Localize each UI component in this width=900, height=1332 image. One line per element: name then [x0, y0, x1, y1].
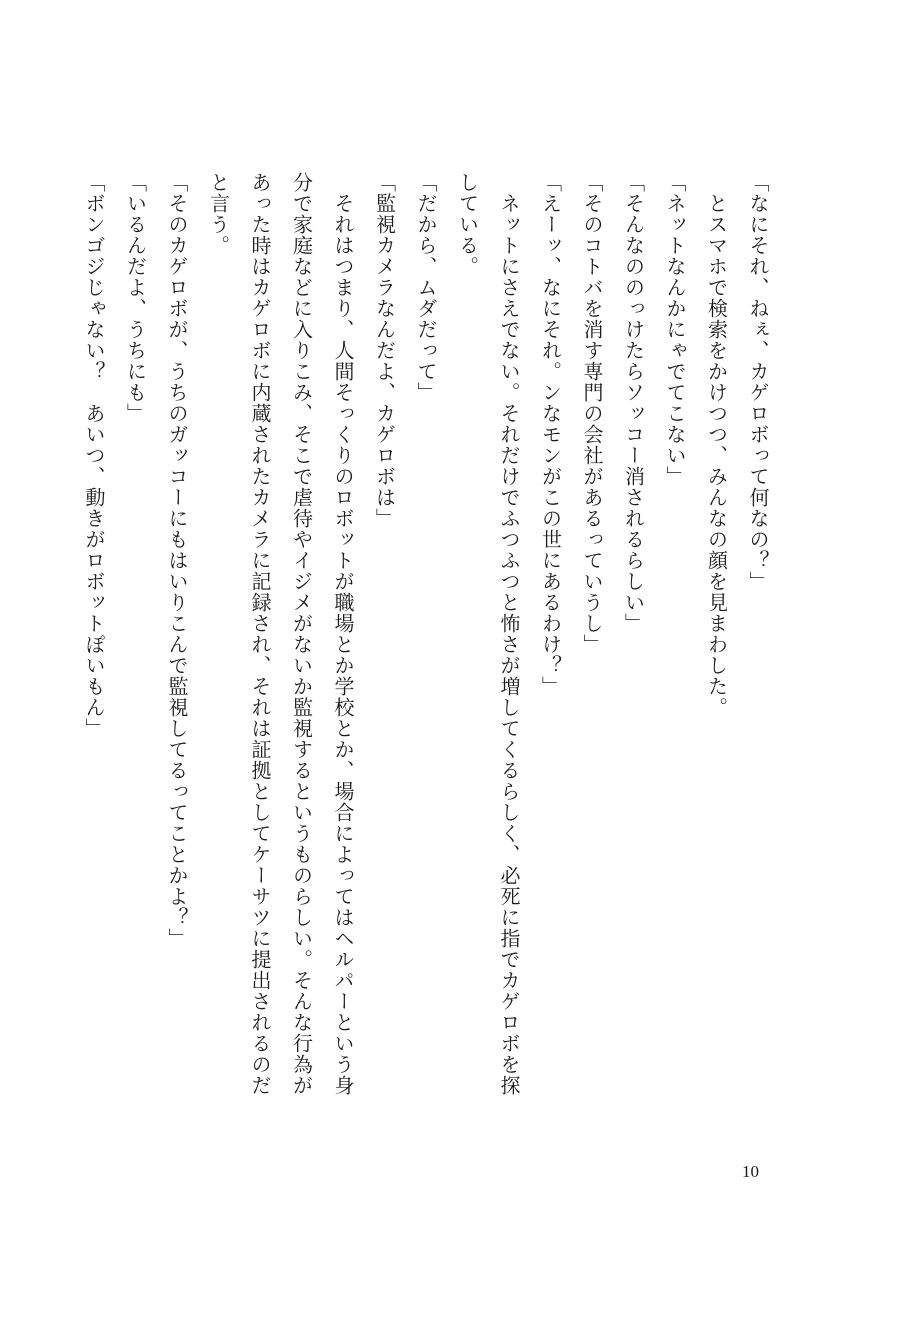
vertical-text-body: [82, 172, 778, 1112]
text-line-1: 「なにそれ、ねぇ、カゲロボって何なの？」: [746, 172, 770, 592]
text-line-12: 「いるんだよ、うちにも」: [123, 172, 148, 424]
text-line-8: 「だから、ムダだって」: [414, 172, 438, 403]
text-line-10: それはつまり、人間そっくりのロボットが職場とか学校とか、場合によってはヘルパーという身分で家庭などに入りこみ、そこで虐待やイジメがないか監視するというものらしい。そんな行為があった時はカゲロボに内蔵されたカメラに記録され、それは証拠としてケーサツに提出されるのだと言う。: [206, 172, 355, 1096]
text-line-3: 「ネットなんかにゃでてこない」: [663, 172, 687, 487]
text-line-7: ネットにさえでない。それだけでふつふつと怖さが増してくるらしく、必死に指でカゲロボを探している。: [455, 172, 521, 1096]
text-line-11: 「そのカゲロボが、うちのガッコーにもはいりこんで監視してるってことかよ？」: [165, 172, 189, 949]
text-line-9: 「監視カメラなんだよ、カゲロボは」: [372, 172, 397, 529]
page-number: 10: [742, 1162, 759, 1181]
text-line-4: 「そんなののっけたらソッコー消されるらしい」: [621, 172, 646, 634]
text-line-6: 「えーッ、なにそれ。ンなモンがこの世にあるわけ？」: [538, 172, 563, 697]
text-line-2: とスマホで検索をかけつつ、みんなの顔を見まわした。: [704, 172, 729, 718]
text-line-13: 「ボンゴジじゃない？ あいつ、動きがロボットぽいもん」: [82, 172, 106, 739]
text-line-5: 「そのコトバを消す専門の会社があるっていうし」: [580, 172, 604, 655]
